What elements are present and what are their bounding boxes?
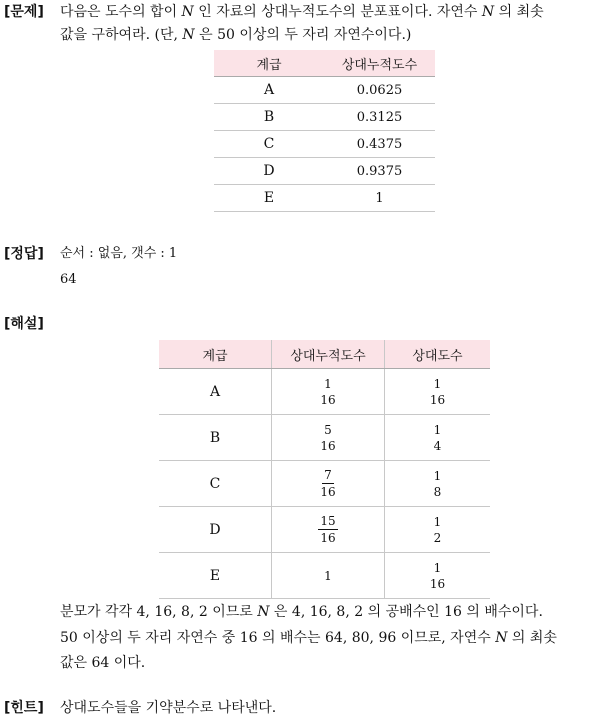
cell-class: C xyxy=(159,461,272,507)
cell-cum-rel-freq xyxy=(272,507,385,553)
denominator: 16 xyxy=(320,392,336,407)
solution-table xyxy=(159,340,490,599)
answer-line-2: 64 xyxy=(60,272,77,287)
denominator: 16 xyxy=(429,392,446,407)
cell-rel-freq xyxy=(385,369,491,415)
fraction xyxy=(430,376,445,408)
fraction xyxy=(318,513,337,546)
numerator: 7 xyxy=(324,468,332,482)
fraction xyxy=(432,514,444,546)
table-row xyxy=(159,461,490,507)
cell-rel-freq xyxy=(385,461,491,507)
fraction xyxy=(432,422,444,454)
cell-rel-freq xyxy=(385,553,491,599)
denominator: 16 xyxy=(429,576,446,591)
answer-line-1: 순서 : 없음, 갯수 : 1 xyxy=(60,246,178,261)
table-row xyxy=(159,553,490,599)
table-row: D 0.9375 xyxy=(214,158,435,185)
cell-rel-freq xyxy=(385,507,491,553)
header-cum-rel-freq: 상대누적도수 xyxy=(272,340,385,369)
header-rel-freq: 상대도수 xyxy=(385,340,491,369)
table-row xyxy=(159,507,490,553)
cell-cum-rel-freq xyxy=(272,415,385,461)
solution-table-header xyxy=(159,340,490,369)
cell-class: E xyxy=(159,553,272,599)
numerator: 1 xyxy=(324,568,332,583)
denominator: 4 xyxy=(433,438,442,453)
fraction xyxy=(432,468,444,500)
numerator: 1 xyxy=(433,514,442,529)
problem-line-1: 다음은 도수의 합이 N 인 자료의 상대누적도수의 분포표이다. 자연수 N 의 최솟 xyxy=(60,4,544,20)
denominator: 16 xyxy=(320,531,336,545)
header-class: 계급 xyxy=(159,340,272,369)
answer-tag: [정답] xyxy=(4,246,44,262)
header-cum-rel-freq: 상대누적도수 xyxy=(324,50,435,77)
cell-class: A xyxy=(159,369,272,415)
numerator: 1 xyxy=(433,560,442,575)
denominator: 16 xyxy=(320,485,336,499)
cell-rel-freq xyxy=(385,415,491,461)
fraction xyxy=(430,560,445,592)
problem-table-header xyxy=(214,50,435,77)
numerator: 5 xyxy=(324,422,332,437)
table-row: B 0.3125 xyxy=(214,104,435,131)
problem-table xyxy=(214,50,435,212)
solution-line-1: 분모가 각각 4, 16, 8, 2 이므로 N 은 4, 16, 8, 2 의 공배수인 16 의 배수이다. xyxy=(60,604,543,620)
denominator: 8 xyxy=(433,484,442,499)
table-row: C 0.4375 xyxy=(214,131,435,158)
cell-cum-rel-freq xyxy=(272,461,385,507)
table-row: E 1 xyxy=(214,185,435,212)
problem-tag: [문제] xyxy=(4,4,44,20)
table-row xyxy=(159,415,490,461)
table-row: A 0.0625 xyxy=(214,77,435,104)
table-row xyxy=(159,369,490,415)
problem-line-2: 값을 구하여라. (단, N 은 50 이상의 두 자리 자연수이다.) xyxy=(60,27,412,43)
fraction xyxy=(320,422,335,454)
numerator: 1 xyxy=(324,376,332,391)
solution-line-3: 값은 64 이다. xyxy=(60,655,146,671)
numerator: 1 xyxy=(433,376,442,391)
cell-cum-rel-freq xyxy=(272,369,385,415)
header-class: 계급 xyxy=(214,50,324,77)
solution-line-2: 50 이상의 두 자리 자연수 중 16 의 배수는 64, 80, 96 이므로, 자연수 N 의 최솟 xyxy=(60,630,557,646)
hint-text: 상대도수들을 기약분수로 나타낸다. xyxy=(60,700,277,716)
solution-tag: [해설] xyxy=(4,316,44,332)
cell-class: B xyxy=(159,415,272,461)
numerator: 1 xyxy=(433,422,442,437)
hint-tag: [힌트] xyxy=(4,700,44,716)
fraction xyxy=(320,467,335,500)
fraction xyxy=(322,568,334,584)
cell-class: D xyxy=(159,507,272,553)
numerator: 1 xyxy=(433,468,442,483)
cell-cum-rel-freq xyxy=(272,553,385,599)
numerator: 15 xyxy=(320,514,336,528)
denominator: 2 xyxy=(433,530,442,545)
fraction xyxy=(320,376,335,408)
denominator: 16 xyxy=(320,438,336,453)
